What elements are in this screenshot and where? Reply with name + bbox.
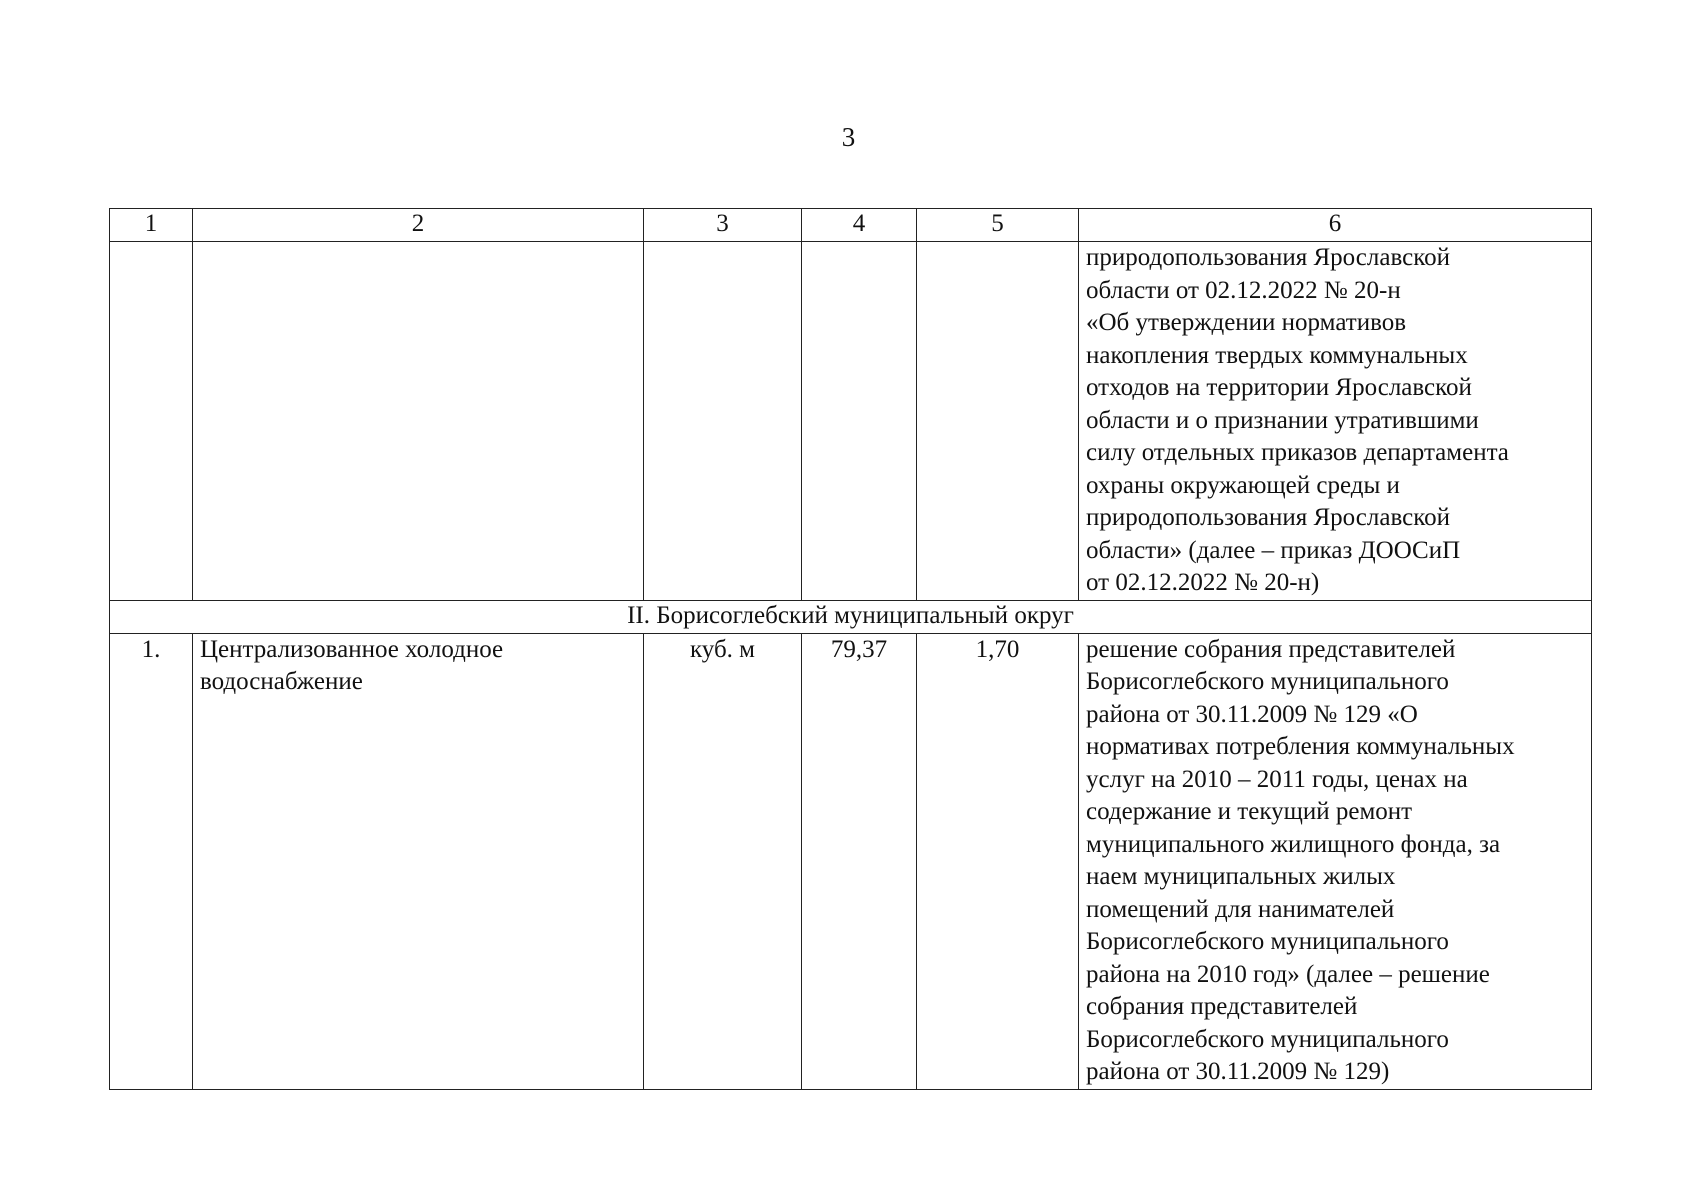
table-header-row (110, 209, 1592, 242)
unit-cell: куб. м (644, 633, 802, 1089)
column-header-4: 4 (802, 209, 917, 242)
text-line: Борисоглебского муниципального (1086, 668, 1449, 695)
column-header-5: 5 (917, 209, 1079, 242)
text-line: от 02.12.2022 № 20-н) (1086, 569, 1320, 596)
text-line: отходов на территории Ярославской (1086, 374, 1472, 401)
text-line: Борисоглебского муниципального (1086, 928, 1449, 955)
text-line: охраны окружающей среды и (1086, 471, 1400, 499)
text-line: собрания представителей (1086, 993, 1358, 1020)
section-title: II. Борисоглебский муниципальный округ (110, 600, 1592, 633)
value-col4-cell: 79,37 (802, 633, 917, 1089)
section-header-row (110, 600, 1592, 633)
text-line: муниципального жилищного фонда, за (1086, 830, 1501, 858)
column-header-1: 1 (110, 209, 193, 242)
row-number: 1. (110, 633, 193, 1089)
text-line: Борисоглебского муниципального (1086, 1025, 1449, 1053)
text-line: района на 2010 год» (далее – решение (1086, 960, 1490, 988)
text-line: природопользования Ярославской (1086, 244, 1450, 271)
text-line: Централизованное холодное (200, 635, 504, 663)
text-line: услуг на 2010 – 2011 годы, ценах на (1086, 765, 1468, 793)
text-line: решение собрания представителей (1086, 635, 1456, 663)
service-name-cell (193, 633, 644, 1089)
legal-basis-cell (1079, 633, 1592, 1089)
text-line: области от 02.12.2022 № 20-н (1086, 276, 1401, 304)
text-line: помещений для нанимателей (1086, 895, 1395, 923)
table-row (110, 633, 1592, 1089)
page-number: 3 (841, 122, 856, 152)
text-line: накопления твердых коммунальных (1086, 341, 1468, 369)
table-cell-empty (802, 242, 917, 601)
text-line: водоснабжение (200, 668, 363, 695)
table-cell-empty (110, 242, 193, 601)
table-cell-empty (193, 242, 644, 601)
table-cell-empty (644, 242, 802, 601)
text-line: содержание и текущий ремонт (1086, 798, 1413, 825)
text-line: нормативах потребления коммунальных (1086, 733, 1515, 760)
text-line: природопользования Ярославской (1086, 504, 1450, 531)
text-line: области и о признании утратившими (1086, 406, 1479, 434)
column-header-6: 6 (1079, 209, 1592, 242)
text-line: силу отдельных приказов департамента (1086, 439, 1509, 466)
text-line: района от 30.11.2009 № 129) (1086, 1058, 1390, 1085)
column-header-3: 3 (644, 209, 802, 242)
column-header-2: 2 (193, 209, 644, 242)
legal-basis-cell (1079, 242, 1592, 601)
table-row (110, 242, 1592, 601)
text-line: наем муниципальных жилых (1086, 863, 1396, 890)
text-line: области» (далее – приказ ДООСиП (1086, 536, 1461, 564)
text-line: «Об утверждении нормативов (1086, 309, 1407, 336)
text-line: района от 30.11.2009 № 129 «О (1086, 700, 1418, 728)
value-col5-cell: 1,70 (917, 633, 1079, 1089)
table-cell-empty (917, 242, 1079, 601)
norms-table (109, 208, 1592, 1090)
